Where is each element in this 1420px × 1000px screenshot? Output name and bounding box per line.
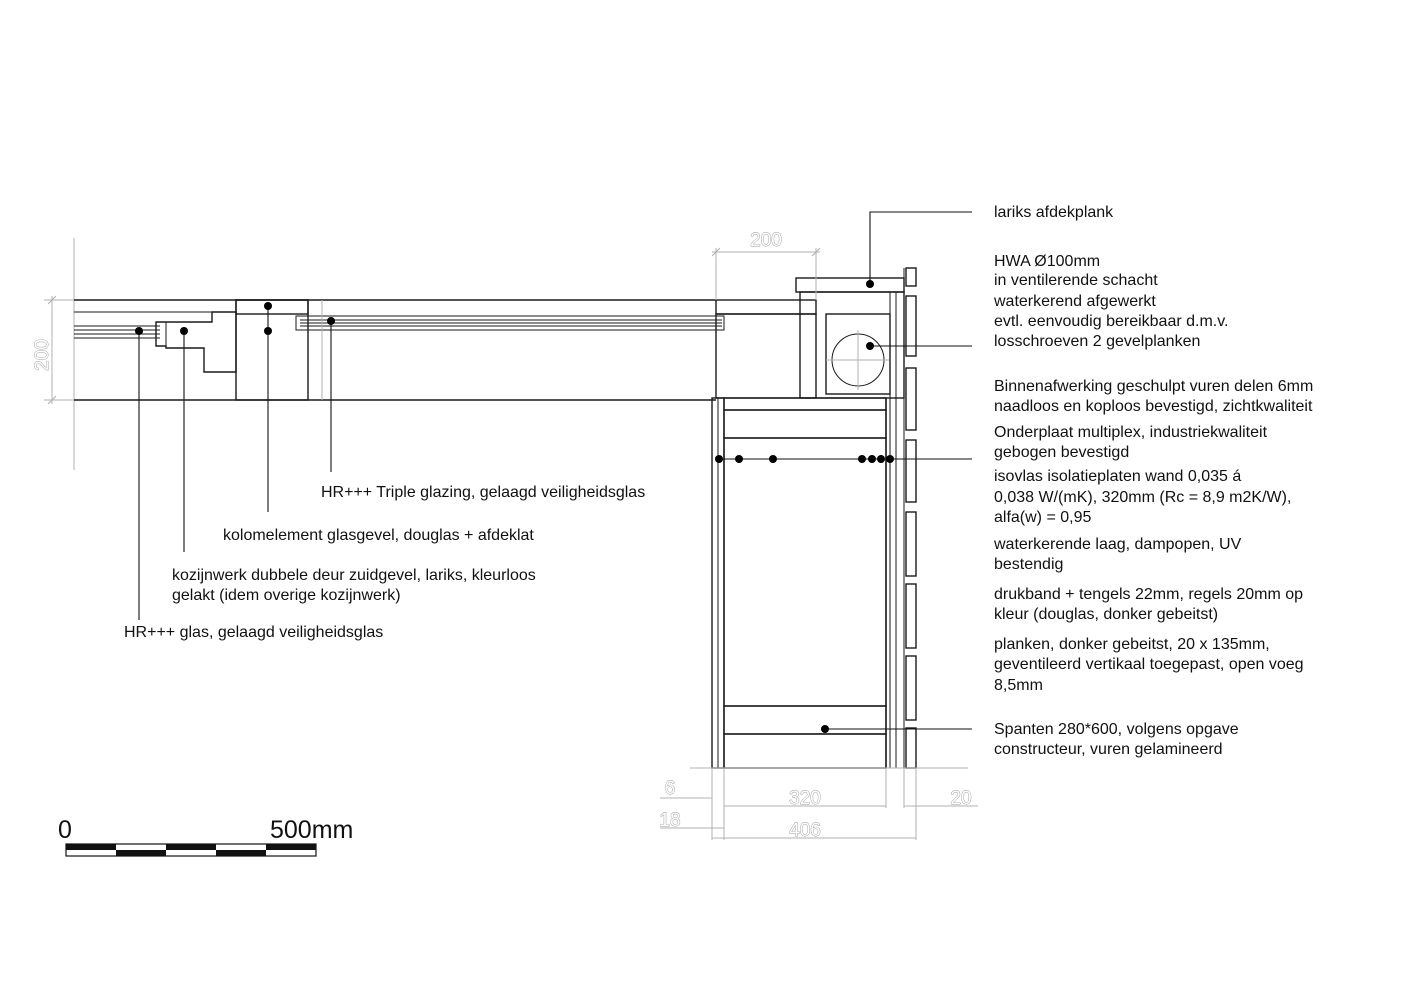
label-triple-glazing: HR+++ Triple glazing, gelaagd veiligheidsglas	[321, 484, 646, 501]
label-hr-glas: HR+++ glas, gelaagd veiligheidsglas	[124, 624, 384, 641]
dimension-left-200: 200	[32, 339, 53, 371]
wall-section	[690, 268, 968, 768]
labels-left	[124, 484, 645, 641]
label-isovlas: isovlas isolatieplaten wand 0,035 á 0,038 W/(mK), 320mm (Rc = 8,9 m2K/W), alfa(w) = 0,95	[994, 468, 1292, 526]
dimension-320: 320	[789, 788, 821, 809]
scale-zero: 0	[58, 816, 72, 844]
dimension-406: 406	[789, 820, 821, 841]
label-kozijnwerk: kozijnwerk dubbele deur zuidgevel, lariks, kleurloos gelakt (idem overige kozijnwerk)	[172, 567, 536, 604]
window-section	[44, 238, 724, 470]
scale-bar	[58, 816, 353, 856]
label-spanten: Spanten 280*600, volgens opgave constructeur, vuren gelamineerd	[994, 721, 1239, 758]
label-drukband: drukband + tengels 22mm, regels 20mm op kleur (douglas, donker gebeitst)	[994, 586, 1304, 623]
label-hwa: HWA Ø100mm in ventilerende schacht waterkerend afgewerkt evtl. eenvoudig bereikbaar d.m.v. losschroeven 2 gevelplanken	[994, 253, 1229, 350]
dimension-6: 6	[664, 778, 676, 799]
label-binnenafwerking: Binnenafwerking geschulpt vuren delen 6mm naadloos en koploos bevestigd, zichtkwaliteit	[994, 378, 1314, 415]
dimension-20: 20	[950, 788, 972, 809]
label-planken: planken, donker gebeitst, 20 x 135mm, geventileerd vertikaal toegepast, open voeg 8,5mm	[994, 636, 1304, 694]
leader-lines-right	[715, 212, 972, 733]
dimension-top-200: 200	[750, 230, 782, 251]
dimension-18: 18	[659, 810, 681, 831]
label-waterkerende-laag: waterkerende laag, dampopen, UV bestendig	[994, 536, 1242, 573]
label-kolomelement: kolomelement glasgevel, douglas + afdeklat	[223, 527, 534, 544]
scale-end: 500mm	[270, 816, 354, 844]
label-onderplaat: Onderplaat multiplex, industriekwaliteit gebogen bevestigd	[994, 424, 1268, 461]
labels-right	[993, 204, 1318, 758]
label-lariks-afdekplank: lariks afdekplank	[994, 204, 1114, 221]
